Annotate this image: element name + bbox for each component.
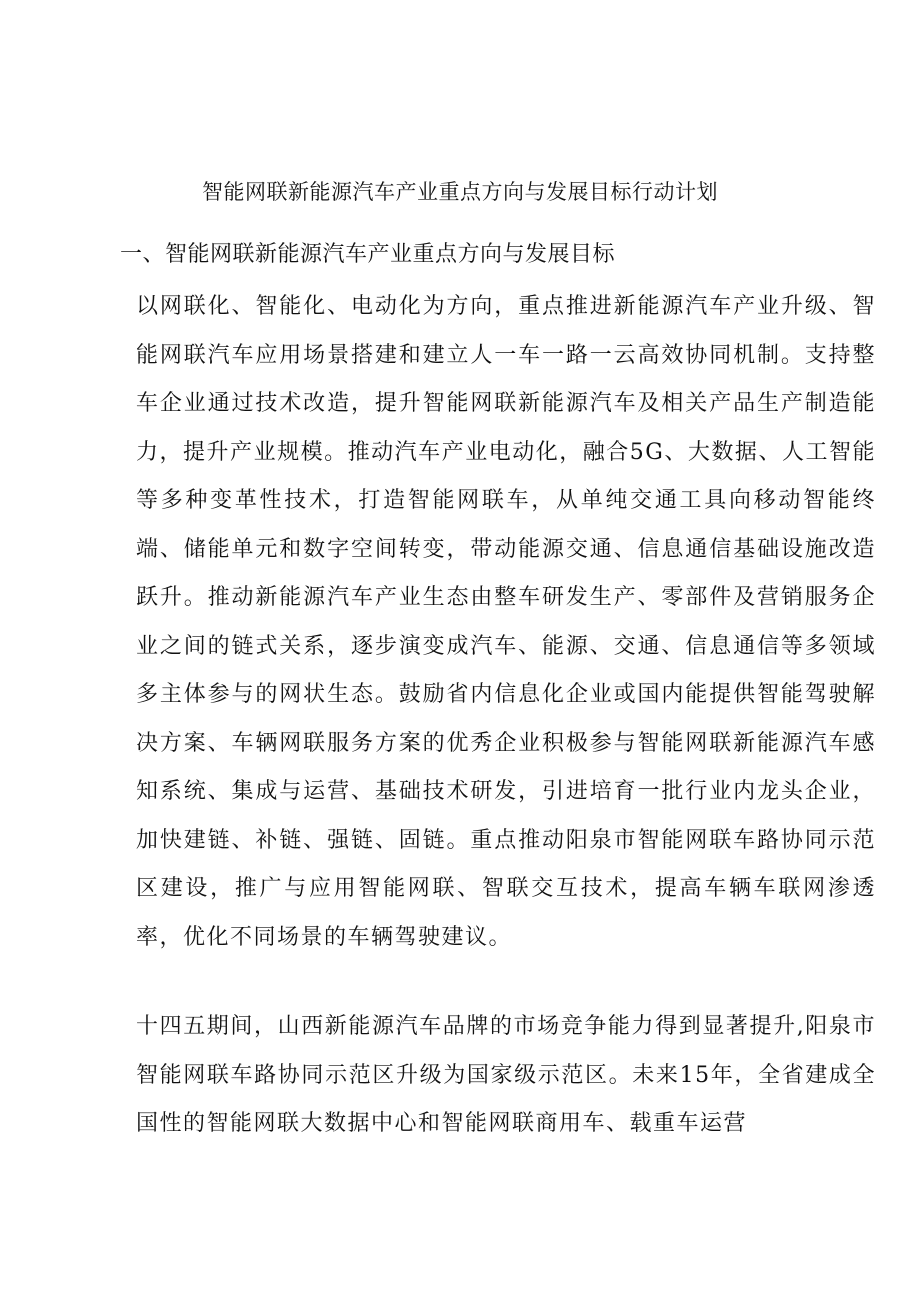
paragraph-1: 以网联化、智能化、电动化为方向，重点推进新能源汽车产业升级、智能网联汽车应用场景搭建和建立人一车一路一云高效协同机制。支持整车企业通过技术改造，提升智能网联新能源汽车及相关产品生产制造能力，提升产业规模。推动汽车产业电动化，融合5G、大数据、人工智能等多种变革性技术，打造智能网联车，从单纯交通工具向移动智能终端、储能单元和数字空间转变，带动能源交通、信息通信基础设施改造跃升。推动新能源汽车产业生态由整车研发生产、零部件及营销服务企业之间的链式关系，逐步演变成汽车、能源、交通、信息通信等多领域多主体参与的网状生态。鼓励省内信息化企业或国内能提供智能驾驶解决方案、车辆网联服务方案的优秀企业积极参与智能网联新能源汽车感知系统、集成与运营、基础技术研发，引进培育一批行业内龙头企业，加快建链、补链、强链、固链。重点推动阳泉市智能网联车路协同示范区建设，推广与应用智能网联、智联交互技术，提高车辆车联网渗透率，优化不同场景的车辆驾驶建议。: [136, 294, 876, 950]
document-title: 智能网联新能源汽车产业重点方向与发展目标行动计划: [202, 180, 718, 204]
section-heading: 一、智能网联新能源汽车产业重点方向与发展目标: [120, 242, 616, 267]
paragraph-2: 十四五期间，山西新能源汽车品牌的市场竞争能力得到显著提升,阳泉市智能网联车路协同示范区升级为国家级示范区。未来15年，全省建成全国性的智能网联大数据中心和智能网联商用车、载重车运营: [136, 1014, 876, 1136]
